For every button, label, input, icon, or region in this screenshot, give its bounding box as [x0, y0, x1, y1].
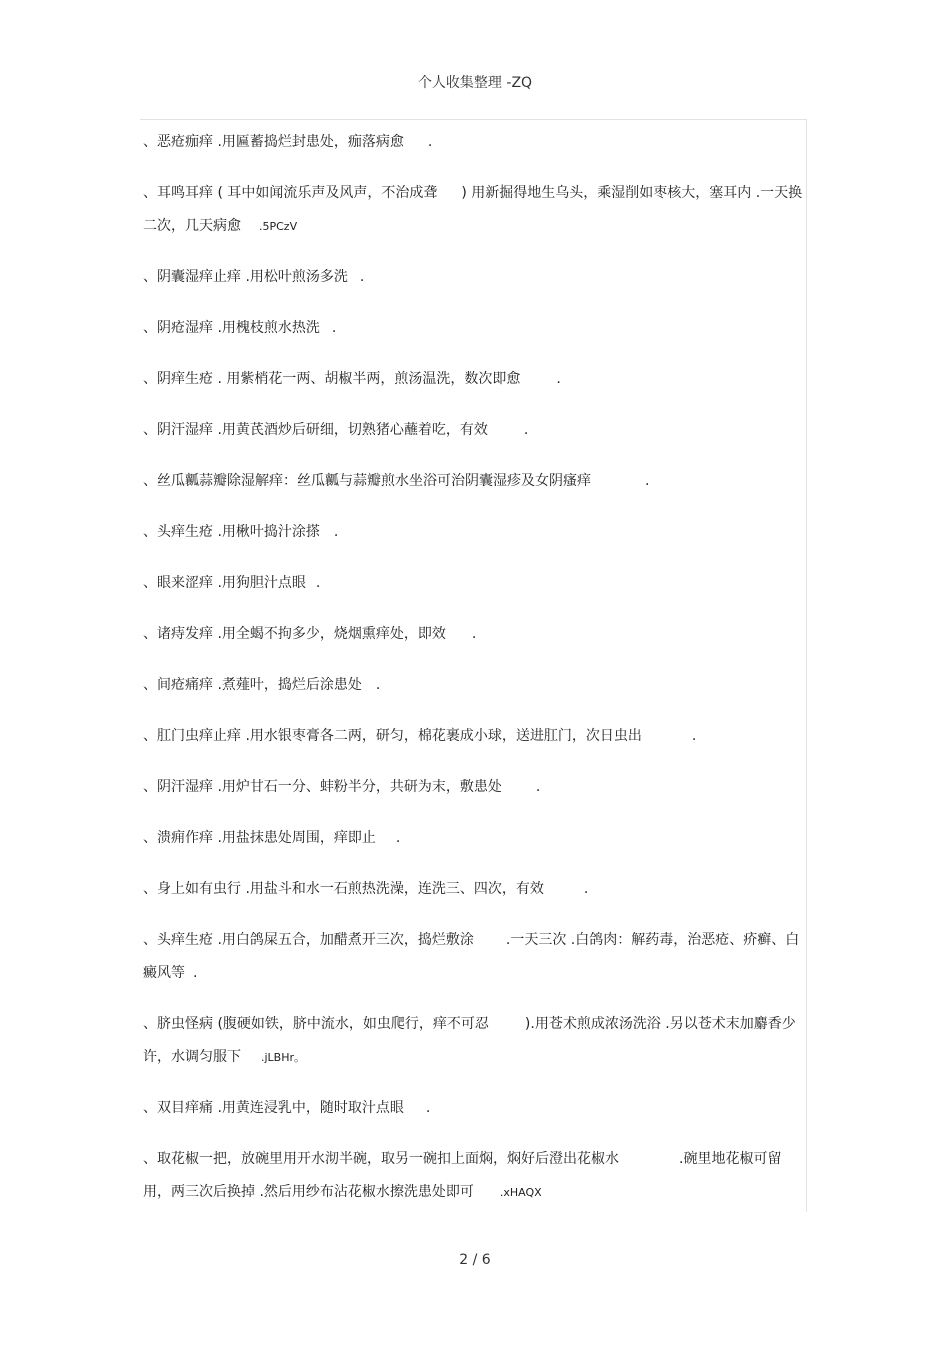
entry-5: 、阴痒生疮 . 用紫梢花一两、胡椒半两，煎汤温洗，数次即愈 .	[143, 371, 561, 387]
entry-14: 、溃痈作痒 .用盐抹患处周围，痒即止 .	[143, 830, 401, 846]
entry-1: 、恶疮痂痒 .用匾蓄捣烂封患处，痂落病愈 .	[143, 134, 433, 150]
entry-9: 、眼来涩痒 .用狗胆汁点眼 .	[143, 575, 321, 591]
entry-17: 、脐虫怪病 (腹硬如铁，脐中流水，如虫爬行，痒不可忍 ).用苍术煎成浓汤洗浴 .另以苍术末加麝香少许，水调匀服下 .jLBHr。	[143, 1016, 796, 1065]
entry-2: 、耳鸣耳痒 ( 耳中如闻流乐声及风声，不治成聋 ) 用新掘得地生乌头，乘湿削如枣核大，塞耳内 .一天换二次，几天病愈 .5PCzV	[143, 185, 803, 234]
entry-7: 、丝瓜瓤蒜瓣除湿解痒：丝瓜瓤与蒜瓣煎水坐浴可治阴囊湿疹及女阴瘙痒 .	[143, 473, 650, 489]
entry-16: 、头痒生疮 .用白鸽屎五合，加醋煮开三次，捣烂敷涂 .一天三次 .白鸽肉：解药毒，治恶疮、疥癣、白癜风等 .	[143, 932, 800, 981]
page-header: 个人收集整理 -ZQ	[417, 75, 533, 91]
entry-18: 、双目痒痛 .用黄连浸乳中，随时取汁点眼 .	[143, 1100, 431, 1116]
entry-12: 、肛门虫痒止痒 .用水银枣膏各二两，研匀，棉花裹成小球，送进肛门，次日虫出 .	[143, 728, 697, 744]
entry-10: 、诸痔发痒 .用全蝎不拘多少，烧烟熏痒处，即效 .	[143, 626, 477, 642]
document-body	[143, 126, 805, 1227]
entry-3: 、阴囊湿痒止痒 .用松叶煎汤多洗 .	[143, 269, 365, 285]
page-number: 2 / 6	[459, 1252, 491, 1268]
entry-19: 、取花椒一把，放碗里用开水沏半碗，取另一碗扣上面焖，焖好后澄出花椒水 .碗里地花椒可留用，两三次后换掉 .然后用纱布沾花椒水擦洗患处即可 .xHAQX	[143, 1151, 782, 1200]
entry-4: 、阴疮湿痒 .用槐枝煎水热洗 .	[143, 320, 337, 336]
entry-13: 、阴汗湿痒 .用炉甘石一分、蚌粉半分，共研为末，敷患处 .	[143, 779, 541, 795]
entry-15: 、身上如有虫行 .用盐斗和水一石煎热洗澡，连洗三、四次，有效 .	[143, 881, 589, 897]
entry-8: 、头痒生疮 .用楸叶捣汁涂搽 .	[143, 524, 339, 540]
entry-11: 、间疮痛痒 .煮薤叶，捣烂后涂患处 .	[143, 677, 381, 693]
entry-6: 、阴汗湿痒 .用黄芪酒炒后研细，切熟猪心蘸着吃，有效 .	[143, 422, 529, 438]
